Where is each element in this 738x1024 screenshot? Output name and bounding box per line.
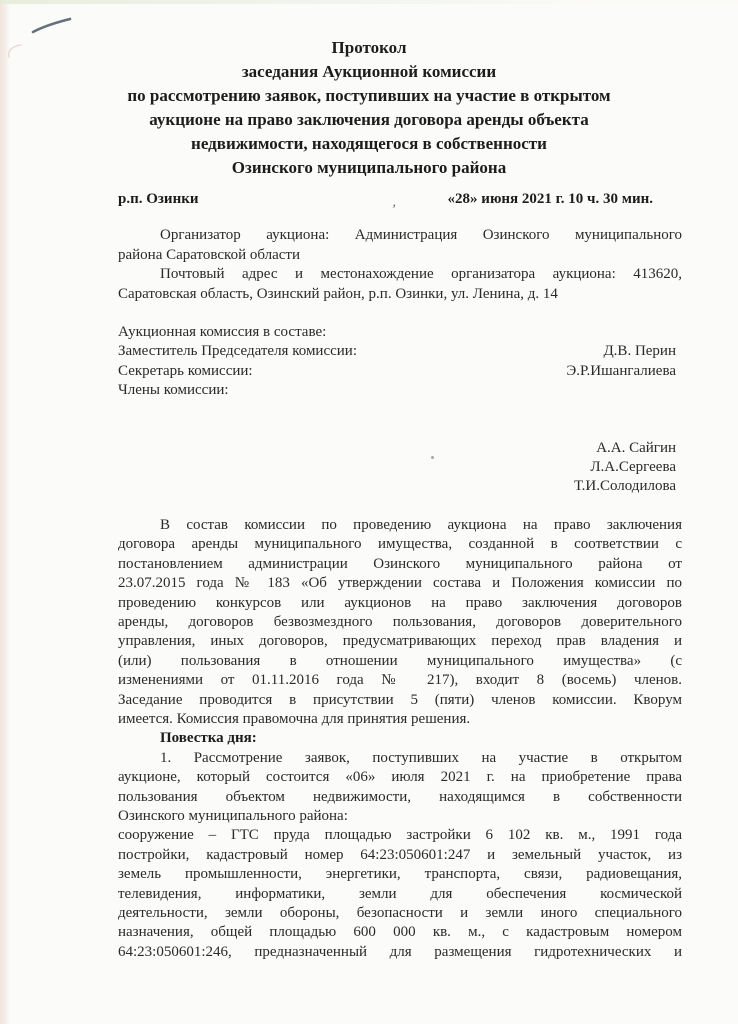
dateline — [0, 190, 738, 209]
text-line: (или) пользования в отношении муниципального имущества» (с — [118, 652, 682, 669]
text-line: изменениями от 01.11.2016 года № 217), входит 8 (восемь) членов. — [118, 672, 682, 689]
text-line: Аукционная комиссия в составе: — [118, 324, 327, 341]
agenda-heading — [118, 729, 682, 748]
paragraph-organizer — [118, 226, 682, 265]
dateline-place: р.п. Озинки — [118, 191, 199, 207]
commission-member-name: Д.В. Перин — [603, 343, 676, 360]
pink-smudge-icon — [2, 42, 24, 65]
handwritten-comma: , — [391, 195, 398, 210]
text-line: 1. Рассмотрение заявок, поступивших на участие в открытом — [160, 749, 682, 766]
text-line: района Саратовской области — [118, 246, 301, 263]
text-line: Л.А.Сергеева — [590, 459, 676, 476]
scanner-left-edge — [0, 0, 10, 1024]
commission-role-label: Члены комиссии: — [118, 382, 229, 399]
text-line: телевидения, информатики, земли для обеспечения космической — [118, 885, 682, 902]
commission-role-label: Секретарь комиссии: — [118, 362, 253, 379]
commission-member-name: Э.Р.Ишангалиева — [566, 362, 676, 379]
commission-roles-table — [118, 342, 682, 400]
text-line: договора аренды муниципального имущества, созданной в соответствии с — [118, 536, 682, 553]
pen-stroke-icon — [30, 16, 74, 41]
text-line: 23.07.2015 года № 183 «Об утверждении состава и Положения комиссии по — [118, 575, 682, 592]
text-line: проведению конкурсов или аукционов на право заключения договоров — [118, 594, 682, 611]
text-line: А.А. Сайгин — [596, 439, 676, 456]
text-line: Саратовская область, Озинский район, р.п. Озинки, ул. Ленина, д. 14 — [118, 285, 558, 302]
scanner-speck — [431, 456, 434, 459]
commission-row — [118, 342, 682, 361]
commission-member-name — [676, 381, 682, 400]
text-line: деятельности, земли обороны, безопасности и земли иного специального — [118, 905, 682, 921]
text-line: по рассмотрению заявок, поступивших на участие в открытом — [127, 86, 611, 105]
text-line: аренды, договоров безвозмездного пользования, договоров доверительного — [118, 613, 682, 630]
commission-role-label: Заместитель Председателя комиссии: — [118, 343, 357, 360]
document-title — [0, 36, 738, 180]
text-line: Организатор аукциона: Администрация Озинского муниципального — [160, 227, 682, 244]
commission-row — [118, 362, 682, 381]
scanner-top-edge — [0, 0, 738, 4]
commission-member-names — [118, 439, 682, 497]
text-line: Озинского муниципального района: — [118, 807, 348, 824]
text-line: сооружение – ГТС пруда площадью застройки 6 102 кв. м., 1991 года — [118, 827, 682, 844]
text-line: управления, иных договоров, предусматривающих переход прав владения и — [118, 633, 682, 650]
text-line: Заседание проводится в присутствии 5 (пяти) членов комиссии. Кворум — [118, 691, 682, 708]
dateline-datetime: «28» июня 2021 г. 10 ч. 30 мин. — [447, 191, 653, 207]
document-body — [0, 226, 738, 962]
text-line: Озинского муниципального района — [231, 158, 507, 177]
text-line: земель промышленности, энергетики, транспорта, связи, радиовещания, — [118, 866, 682, 883]
paragraph-agenda-item-1 — [118, 749, 682, 962]
text-line: Протокол — [331, 38, 407, 57]
text-line: назначения, общей площадью 600 000 кв. м., с кадастровым номером — [118, 924, 682, 941]
paragraph-postal-address — [118, 265, 682, 304]
text-line: В состав комиссии по проведению аукциона на право заключения — [160, 516, 682, 533]
commission-row — [118, 381, 682, 400]
text-line: постройки, кадастровый номер 64:23:050601:247 и земельный участок, из — [118, 846, 682, 863]
text-line: Повестка дня: — [160, 730, 257, 747]
text-line: недвижимости, находящегося в собственности — [191, 134, 547, 153]
commission-intro — [118, 323, 682, 342]
text-line: аукционе, который состоится «06» июля 2021 г. на приобретение права — [118, 769, 682, 786]
text-line: имеется. Комиссия правомочна для принятия решения. — [118, 710, 471, 727]
text-line: Почтовый адрес и местонахождение организатора аукциона: 413620, — [160, 266, 682, 283]
text-line: Т.И.Солодилова — [573, 478, 676, 495]
text-line: 64:23:050601:246, предназначенный для размещения гидротехнических и — [118, 943, 682, 960]
paragraph-commission-composition — [118, 516, 682, 729]
text-line: аукционе на право заключения договора аренды объекта — [149, 110, 589, 129]
text-line: постановлением администрации Озинского муниципального района от — [118, 555, 682, 572]
text-line: заседания Аукционной комиссии — [241, 62, 497, 81]
text-line: пользования объектом недвижимости, находящимся в собственности — [118, 788, 682, 805]
